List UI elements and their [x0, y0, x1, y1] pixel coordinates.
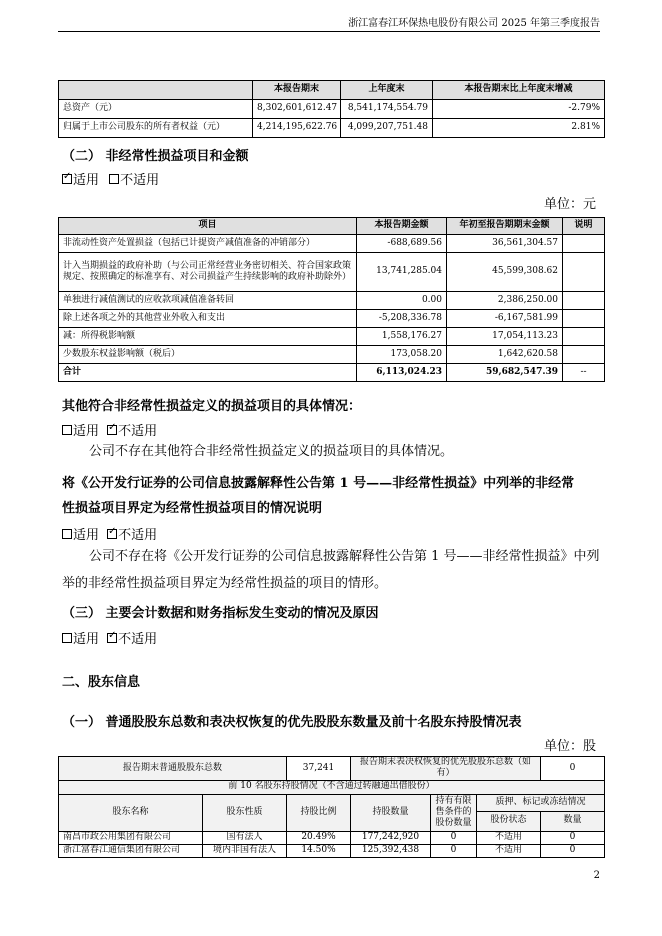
- checkbox-icon: [109, 174, 119, 184]
- t2-cell: 单独进行减值测试的应收款项减值准备转回: [59, 292, 357, 310]
- unit-label: 单位：股: [543, 739, 596, 754]
- table-row: [59, 346, 605, 364]
- table-row: [59, 292, 605, 310]
- t2-header-item: 项目: [59, 218, 357, 235]
- balance-table: [58, 80, 605, 138]
- sh-header-pledge: 质押、标记或冻结情况: [477, 794, 605, 811]
- t1-cell: -2.79%: [433, 100, 605, 119]
- t2-cell: [563, 328, 605, 346]
- sh-header-status: 股份状态: [477, 811, 541, 831]
- total-holders-value: 37,241: [287, 757, 351, 781]
- classify-title-line1: 将《公开发行证券的公司信息披露解释性公告第 1 号——非经常性损益》中列举的非经常: [62, 476, 575, 491]
- other-items-title: 其他符合非经常性损益定义的损益项目的具体情况：: [62, 399, 362, 414]
- sh-cell: 0: [431, 831, 477, 844]
- option-applicable: 适用: [73, 173, 100, 188]
- sh-cell: 浙江富春江通信集团有限公司: [59, 844, 203, 857]
- checkbox-icon: [62, 425, 72, 435]
- option-not-applicable: 不适用: [120, 173, 160, 188]
- pref-holders-label: 报告期末表决权恢复的优先股股东总数（如有）: [351, 757, 541, 781]
- option-not-applicable: 不适用: [118, 424, 158, 439]
- shareholders-section-title: （一） 普通股股东总数和表决权恢复的优先股股东数量及前十名股东持股情况表: [62, 715, 522, 730]
- applicability-options: [62, 169, 159, 188]
- t1-header-blank: [59, 81, 253, 100]
- t1-header-prior-year-end: 上年度末: [341, 81, 433, 100]
- checked-box-icon: [107, 529, 117, 539]
- t2-cell: -5,208,336.78: [357, 310, 447, 328]
- unit-label: 单位：元: [543, 197, 596, 212]
- t2-cell: 非流动性资产处置损益（包括已计提资产减值准备的冲销部分）: [59, 235, 357, 253]
- classify-text: 公司不存在将《公开发行证券的公司信息披露解释性公告第 1 号——非经常性损益》中列举的非经常性损益项目界定为经常性损益的项目的情形。: [62, 549, 600, 591]
- part-title-shareholders: 二、股东信息: [62, 675, 141, 690]
- checked-box-icon: [107, 633, 117, 643]
- sh-cell: 177,242,920: [351, 831, 431, 844]
- t1-header-change: 本报告期末比上年度末增减: [433, 81, 605, 100]
- table-row: [59, 253, 605, 292]
- sh-cell: 境内非国有法人: [203, 844, 287, 857]
- top10-label: 前 10 名股东持股情况（不含通过转融通出借股份）: [59, 780, 605, 794]
- option-not-applicable: 不适用: [118, 632, 158, 647]
- t2-cell: 少数股东权益影响额（税后）: [59, 346, 357, 364]
- sh-cell: 0: [541, 831, 605, 844]
- sh-cell: 20.49%: [287, 831, 351, 844]
- sh-header-ratio: 持股比例: [287, 794, 351, 831]
- section-title-changes: （三） 主要会计数据和财务指标发生变动的情况及原因: [62, 606, 379, 621]
- t1-cell: 2.81%: [433, 119, 605, 138]
- t1-cell: 4,099,207,751.48: [341, 119, 433, 138]
- table-row: [59, 844, 605, 857]
- applicability-options: [62, 524, 157, 543]
- nonrecurring-table: [58, 217, 605, 382]
- sh-cell: 不适用: [477, 831, 541, 844]
- total-holders-label: [59, 757, 287, 781]
- table-row: [59, 831, 605, 844]
- shareholders-table: [58, 756, 605, 858]
- sh-cell: 不适用: [477, 844, 541, 857]
- t2-total-period: 6,113,024.23: [357, 364, 447, 382]
- table-row: [59, 119, 605, 138]
- t2-total-label: 合计: [59, 364, 357, 382]
- option-not-applicable: 不适用: [118, 528, 158, 543]
- t2-cell: [563, 253, 605, 292]
- t2-cell: 36,561,304.57: [447, 235, 563, 253]
- applicability-options: [62, 420, 157, 439]
- table-row: [59, 310, 605, 328]
- other-items-text: 公司不存在其他符合非经常性损益定义的损益项目的具体情况。: [89, 444, 454, 459]
- table-total-row: [59, 364, 605, 382]
- sh-header-name: 股东名称: [59, 794, 203, 831]
- t2-header-note: 说明: [563, 218, 605, 235]
- sh-header-restricted: 持有有限售条件的股份数量: [431, 794, 477, 831]
- t1-cell: 总资产（元）: [59, 100, 253, 119]
- total-holders-label-text: 报告期末普通股股东总数: [122, 762, 222, 773]
- sh-header-nature: 股东性质: [203, 794, 287, 831]
- t2-cell: 0.00: [357, 292, 447, 310]
- t2-cell: 减：所得税影响额: [59, 328, 357, 346]
- page-header: 浙江富春江环保热电股份有限公司 2025 年第三季度报告: [348, 18, 600, 29]
- t2-cell: 除上述各项之外的其他营业外收入和支出: [59, 310, 357, 328]
- t2-cell: 计入当期损益的政府补助（与公司正常经营业务密切相关、符合国家政策规定、按照确定的标准享有、对公司损益产生持续影响的政府补助除外）: [59, 253, 357, 292]
- sh-cell: 南昌市政公用集团有限公司: [59, 831, 203, 844]
- header-rule: [58, 31, 600, 32]
- classify-title-line2: 性损益项目界定为经常性损益项目的情况说明: [62, 501, 323, 516]
- t2-cell: 13,741,285.04: [357, 253, 447, 292]
- t2-cell: [563, 310, 605, 328]
- sh-cell: 14.50%: [287, 844, 351, 857]
- sh-cell: 125,392,438: [351, 844, 431, 857]
- t1-header-period-end: 本报告期末: [253, 81, 341, 100]
- t2-cell: 1,558,176.27: [357, 328, 447, 346]
- sh-header-qty: 持股数量: [351, 794, 431, 831]
- pref-holders-value: 0: [541, 757, 605, 781]
- option-applicable: 适用: [73, 424, 100, 439]
- t2-cell: [563, 292, 605, 310]
- t2-cell: [563, 346, 605, 364]
- t2-cell: -6,167,581.99: [447, 310, 563, 328]
- sh-cell: 0: [431, 844, 477, 857]
- t2-cell: -688,689.56: [357, 235, 447, 253]
- option-applicable: 适用: [73, 632, 100, 647]
- t2-cell: 17,054,113.23: [447, 328, 563, 346]
- checkbox-icon: [62, 529, 72, 539]
- t1-cell: 8,541,174,554.79: [341, 100, 433, 119]
- t2-cell: 1,642,620.58: [447, 346, 563, 364]
- sh-header-amount: 数量: [541, 811, 605, 831]
- t2-cell: [563, 235, 605, 253]
- t2-header-period: 本报告期金额: [357, 218, 447, 235]
- t2-cell: 2,386,250.00: [447, 292, 563, 310]
- t1-cell: 归属于上市公司股东的所有者权益（元）: [59, 119, 253, 138]
- table-row: [59, 235, 605, 253]
- t2-total-ytd: 59,682,547.39: [447, 364, 563, 382]
- checked-box-icon: [62, 174, 72, 184]
- t2-header-ytd: 年初至报告期期末金额: [447, 218, 563, 235]
- section-title-nonrecurring: （二） 非经常性损益项目和金额: [62, 149, 249, 164]
- table-row: [59, 100, 605, 119]
- sh-cell: 0: [541, 844, 605, 857]
- t2-cell: 173,058.20: [357, 346, 447, 364]
- t1-cell: 8,302,601,612.47: [253, 100, 341, 119]
- t2-cell: 45,599,308.62: [447, 253, 563, 292]
- sh-cell: 国有法人: [203, 831, 287, 844]
- option-applicable: 适用: [73, 528, 100, 543]
- checked-box-icon: [107, 425, 117, 435]
- table-row: [59, 328, 605, 346]
- page-number: 2: [593, 870, 600, 881]
- t2-total-note: --: [563, 364, 605, 382]
- applicability-options: [62, 628, 157, 647]
- t1-cell: 4,214,195,622.76: [253, 119, 341, 138]
- checkbox-icon: [62, 633, 72, 643]
